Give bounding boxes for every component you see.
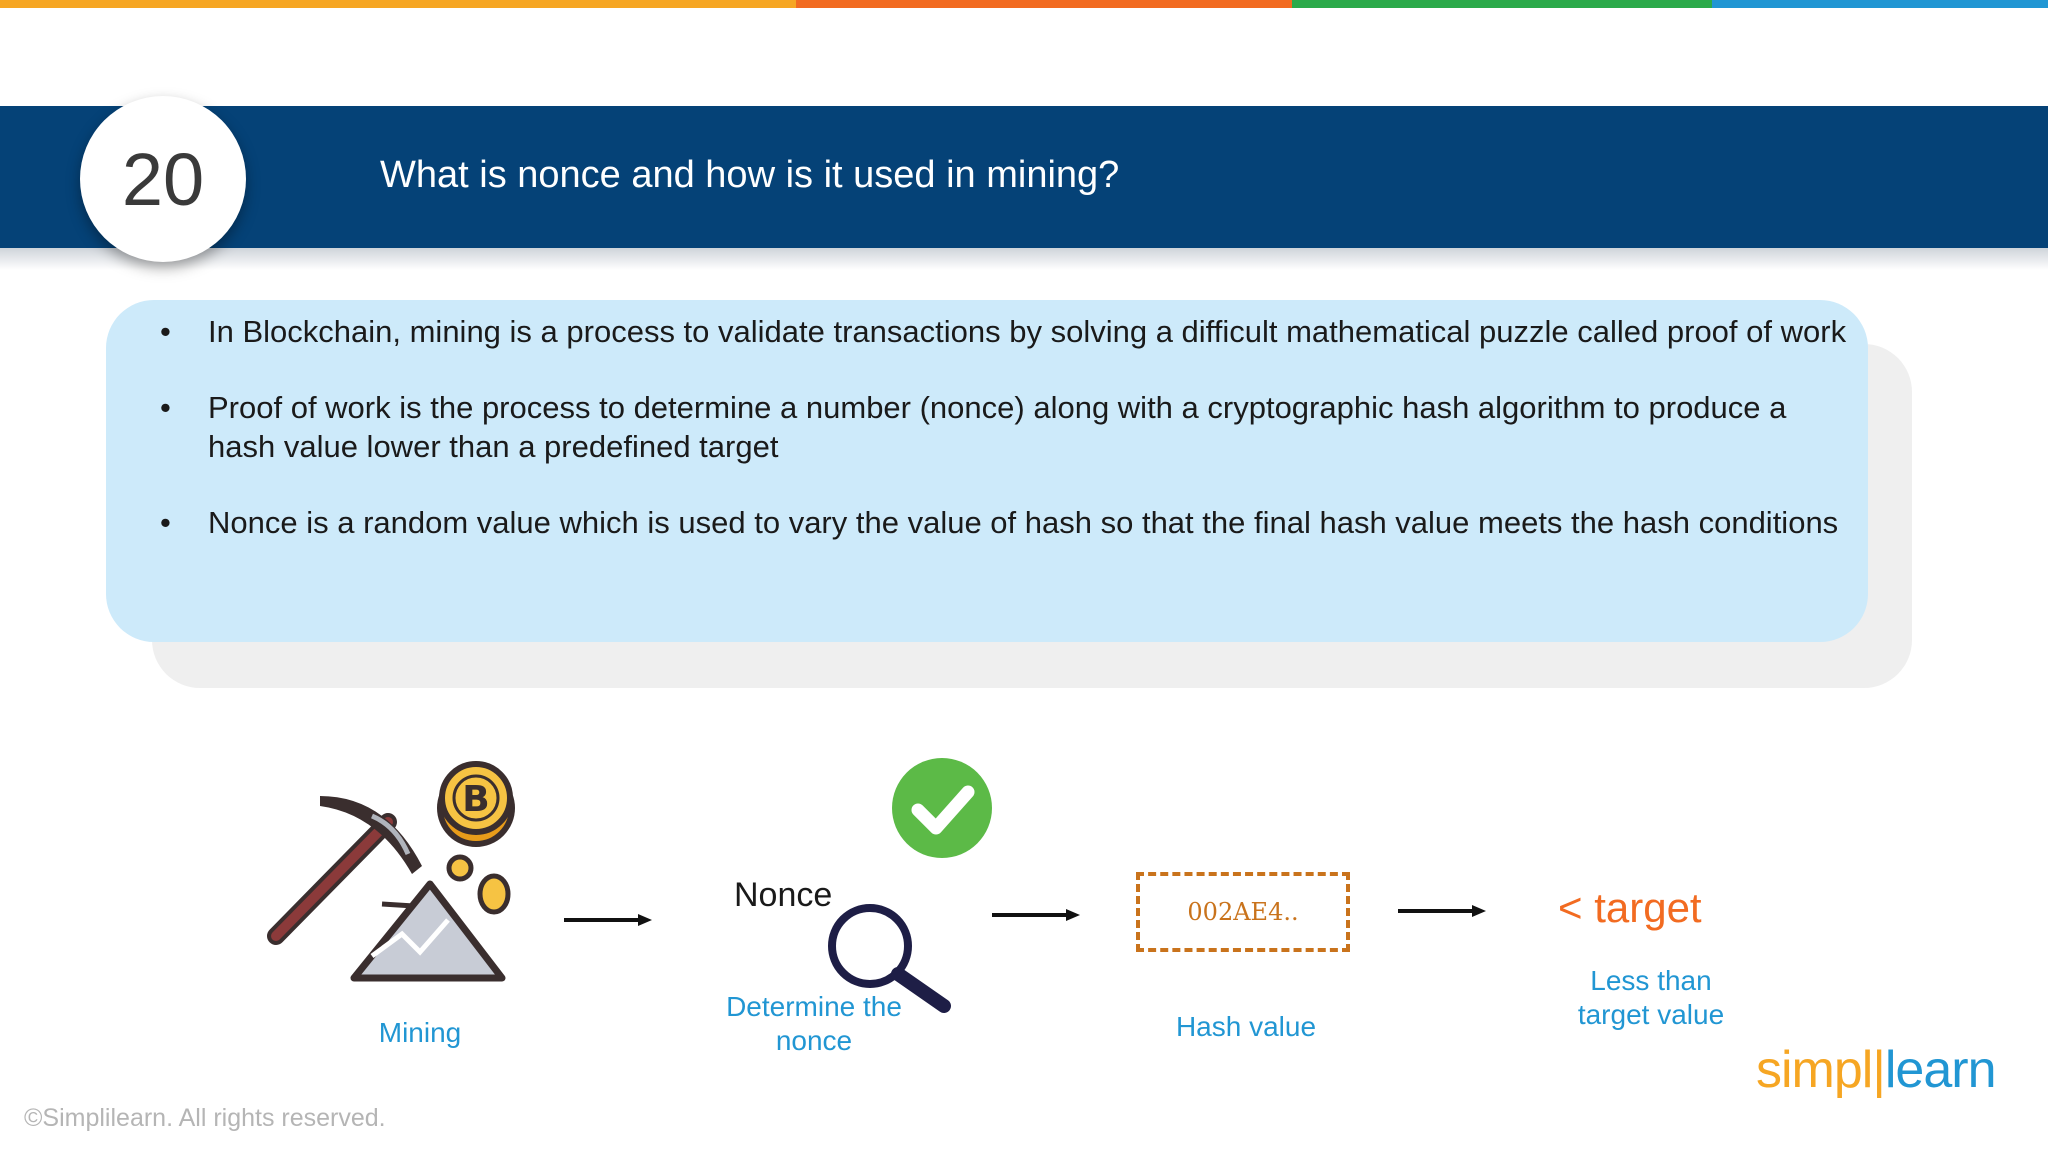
strip-orange	[0, 0, 796, 8]
bullet-dot: •	[160, 390, 171, 425]
hash-value-text: 002AE4..	[1187, 898, 1299, 926]
question-number: 20	[121, 137, 205, 221]
question-number-badge	[80, 96, 246, 262]
bullet-dot: •	[160, 314, 171, 349]
hash-value-box	[1136, 872, 1350, 952]
svg-text:B: B	[462, 779, 490, 820]
target-label: Less than target value	[1577, 965, 1725, 1030]
bullet-item	[150, 312, 1850, 351]
logo-divider: |	[1872, 1041, 1885, 1099]
bullet-item	[150, 388, 1850, 466]
arrow-right-icon	[1398, 903, 1488, 919]
strip-red	[796, 0, 1292, 8]
simplilearn-logo	[1756, 1040, 1996, 1100]
top-color-strip	[0, 0, 2048, 8]
arrow-right-icon	[992, 907, 1082, 923]
bullet-dot: •	[160, 505, 171, 540]
target-text: < target	[1558, 884, 1702, 931]
copyright: ©Simplilearn. All rights reserved.	[24, 1104, 386, 1132]
bullet-item	[150, 503, 1850, 542]
mining-label: Mining	[378, 1017, 462, 1048]
slide-title: What is nonce and how is it used in mining?	[380, 154, 1120, 196]
hash-label: Hash value	[1175, 1011, 1317, 1042]
bullet-text: In Blockchain, mining is a process to validate transactions by solving a difficult mathematical puzzle called proof of work	[208, 314, 1847, 349]
header-shadow	[0, 248, 2048, 270]
bullet-list	[150, 312, 1850, 579]
nonce-label: Determine the nonce	[726, 991, 902, 1056]
strip-blue	[1712, 0, 2048, 8]
logo-part-2: learn	[1884, 1041, 1996, 1099]
strip-green	[1292, 0, 1712, 8]
bullet-text: Nonce is a random value which is used to vary the value of hash so that the final hash value meets the hash conditions	[208, 505, 1839, 540]
bullet-text: Proof of work is the process to determine a number (nonce) along with a cryptographic hash algorithm to produce a hash value lower than a predefined target	[208, 390, 1787, 464]
bitcoin-coin-icon	[436, 758, 516, 848]
arrow-right-icon	[564, 912, 654, 928]
checkmark-icon	[892, 758, 992, 858]
nonce-word: Nonce	[734, 876, 833, 914]
logo-part-1: simpl	[1756, 1041, 1873, 1099]
